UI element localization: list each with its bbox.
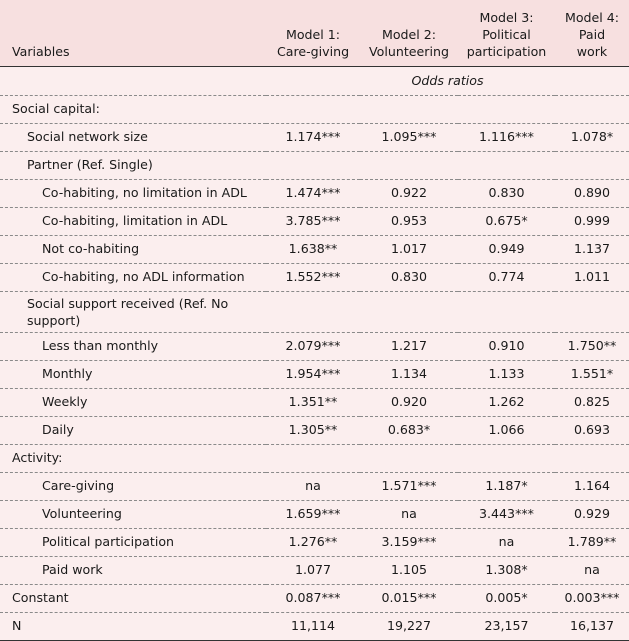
cell-model-3: 1.116*** [479, 129, 534, 144]
cell-model-2: 1.017 [390, 241, 428, 256]
table-row [0, 360, 629, 388]
header-variables: Variables [12, 43, 70, 59]
cell-model-2: 1.134 [390, 366, 428, 381]
row-label: Paid work [42, 562, 103, 577]
row-label: Not co-habiting [42, 241, 140, 256]
cell-model-4: 1.137 [573, 241, 611, 256]
cell-model-3 [458, 95, 555, 123]
odds-ratio-label: Odds ratios [411, 72, 484, 88]
row-label: Political participation [42, 534, 175, 549]
cell-model-4 [555, 444, 629, 472]
row-label: N [12, 618, 22, 633]
row-label: Co-habiting, limitation in ADL [42, 213, 228, 228]
header-model-4: Model 4: Paid work [564, 9, 620, 59]
cell-model-1 [266, 444, 360, 472]
cell-model-1: 1.305** [288, 422, 338, 437]
table-row [0, 151, 629, 179]
table-row [0, 179, 629, 207]
row-label: Weekly [42, 394, 88, 409]
cell-model-1 [266, 95, 360, 123]
cell-model-3 [458, 151, 555, 179]
cell-model-3 [458, 291, 555, 332]
table-row [0, 207, 629, 235]
table-row [0, 416, 629, 444]
cell-model-4 [555, 291, 629, 332]
cell-model-1: na [305, 478, 321, 493]
cell-model-1: 0.087*** [285, 590, 341, 605]
table-row [0, 263, 629, 291]
cell-model-3: 1.187* [485, 478, 528, 493]
cell-model-2: 1.105 [390, 562, 428, 577]
cell-model-1: 1.659*** [285, 506, 341, 521]
cell-model-2: 1.095*** [381, 129, 437, 144]
row-label: Constant [12, 590, 69, 605]
row-label: Social network size [27, 129, 148, 144]
row-label: Less than monthly [42, 338, 159, 353]
cell-model-1: 1.552*** [285, 269, 341, 284]
row-label: Co-habiting, no ADL information [42, 269, 245, 284]
cell-model-4: 1.164 [573, 478, 611, 493]
cell-model-4: 1.011 [573, 269, 611, 284]
row-label: Social support received (Ref. No support) [27, 295, 229, 328]
cell-model-2: 0.920 [390, 394, 428, 409]
table-row [0, 444, 629, 472]
cell-model-4: 0.929 [573, 506, 611, 521]
row-label: Volunteering [42, 506, 122, 521]
cell-model-2: 1.217 [390, 338, 428, 353]
cell-model-3: 0.005* [485, 590, 528, 605]
cell-model-3: 1.133 [488, 366, 525, 381]
cell-model-3: 23,157 [484, 618, 529, 633]
cell-model-3: na [498, 534, 515, 549]
cell-model-4 [555, 95, 629, 123]
table-header-row [0, 0, 629, 66]
cell-model-3: 0.774 [488, 269, 525, 284]
row-label: Social capital: [12, 101, 100, 116]
table-row [0, 332, 629, 360]
table-row [0, 556, 629, 584]
cell-model-2 [360, 151, 458, 179]
table-row [0, 528, 629, 556]
cell-model-1: 1.276** [288, 534, 338, 549]
cell-model-3: 0.830 [488, 185, 525, 200]
cell-model-2: 0.922 [390, 185, 428, 200]
cell-model-2: 1.571*** [381, 478, 437, 493]
table-row [0, 235, 629, 263]
cell-model-1: 3.785*** [285, 213, 341, 228]
cell-model-3: 0.949 [488, 241, 525, 256]
cell-model-4 [555, 151, 629, 179]
cell-model-4: na [584, 562, 600, 577]
cell-model-4: 1.750** [567, 338, 617, 353]
cell-model-1: 2.079*** [285, 338, 341, 353]
header-model-1: Model 1: Care-giving [276, 26, 350, 59]
cell-model-1 [266, 291, 360, 332]
cell-model-3: 0.675* [485, 213, 528, 228]
cell-model-1: 1.077 [294, 562, 332, 577]
cell-model-4: 0.999 [573, 213, 611, 228]
cell-model-2 [360, 95, 458, 123]
cell-model-4: 0.890 [573, 185, 611, 200]
cell-model-3: 1.066 [488, 422, 525, 437]
table-row [0, 584, 629, 612]
table-row [0, 388, 629, 416]
cell-model-1: 1.351** [288, 394, 338, 409]
cell-model-2: 3.159*** [381, 534, 437, 549]
cell-model-3: 1.262 [488, 394, 525, 409]
cell-model-3: 0.910 [488, 338, 525, 353]
header-model-3: Model 3: Political participation [466, 9, 547, 59]
table-row [0, 123, 629, 151]
row-label: Daily [42, 422, 74, 437]
cell-model-1: 1.474*** [285, 185, 341, 200]
cell-model-2: 0.683* [387, 422, 431, 437]
row-label: Monthly [42, 366, 93, 381]
row-label: Partner (Ref. Single) [27, 157, 153, 172]
cell-model-4: 0.693 [573, 422, 611, 437]
odds-ratio-label-row [0, 66, 629, 95]
cell-model-1: 1.954*** [285, 366, 341, 381]
cell-model-1 [266, 151, 360, 179]
cell-model-4: 1.551* [570, 366, 614, 381]
cell-model-4: 1.789** [567, 534, 617, 549]
cell-model-2: na [401, 506, 417, 521]
cell-model-1: 1.638** [288, 241, 338, 256]
row-label: Care-giving [42, 478, 115, 493]
table-row [0, 291, 629, 332]
cell-model-2 [360, 291, 458, 332]
cell-model-4: 0.003*** [564, 590, 620, 605]
cell-model-4: 0.825 [573, 394, 611, 409]
table-row [0, 500, 629, 528]
cell-model-3: 1.308* [485, 562, 528, 577]
cell-model-4: 16,137 [569, 618, 615, 633]
cell-model-2: 0.953 [390, 213, 428, 228]
table-row [0, 472, 629, 500]
cell-model-2: 19,227 [386, 618, 432, 633]
row-label: Co-habiting, no limitation in ADL [42, 185, 247, 200]
cell-model-3: 3.443*** [479, 506, 534, 521]
cell-model-2: 0.830 [390, 269, 428, 284]
header-model-2: Model 2: Volunteering [369, 26, 449, 59]
cell-model-1: 1.174*** [285, 129, 341, 144]
row-label: Activity: [12, 450, 63, 465]
cell-model-3 [458, 444, 555, 472]
cell-model-4: 1.078* [570, 129, 614, 144]
cell-model-2: 0.015*** [381, 590, 437, 605]
cell-model-2 [360, 444, 458, 472]
cell-model-1: 11,114 [290, 618, 336, 633]
table-row [0, 95, 629, 123]
table-row [0, 612, 629, 640]
